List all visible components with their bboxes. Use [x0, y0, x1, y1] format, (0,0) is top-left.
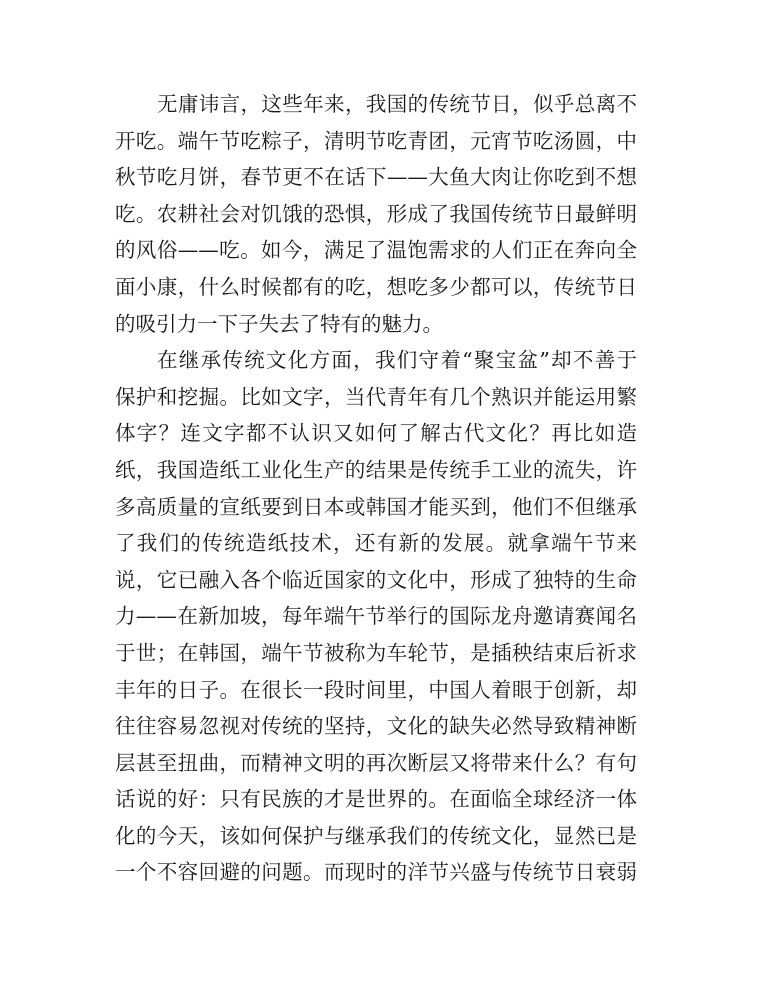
paragraph-1: [115, 86, 637, 342]
text-line: 无庸讳言，这些年来，我国的传统节日，似乎总离不: [157, 92, 637, 116]
text-line: 于世；在韩国，端午节被称为车轮节，是插秧结束后祈求: [115, 640, 637, 665]
text-line: 秋节吃月饼，春节更不在话下——大鱼大肉让你吃到不想: [115, 165, 637, 190]
text-line: 一个不容回避的问题。而现时的洋节兴盛与传统节日衰弱: [115, 860, 637, 885]
text-line: 的风俗——吃。如今，满足了温饱需求的人们正在奔向全: [115, 238, 637, 263]
text-line: 体字？连文字都不认识又如何了解古代文化？再比如造: [115, 421, 637, 446]
text-line: 的吸引力一下子失去了特有的魅力。: [115, 311, 443, 336]
text-line: 化的今天，该如何保护与继承我们的传统文化，显然已是: [115, 823, 637, 848]
body-text: [115, 86, 637, 891]
text-line: 多高质量的宣纸要到日本或韩国才能买到，他们不但继承: [115, 494, 637, 519]
text-line: 层甚至扭曲，而精神文明的再次断层又将带来什么？有句: [115, 750, 637, 775]
text-line: 丰年的日子。在很长一段时间里，中国人着眼于创新，却: [115, 677, 637, 702]
text-line: 面小康，什么时候都有的吃，想吃多少都可以，传统节日: [115, 274, 637, 299]
text-line: 纸，我国造纸工业化生产的结果是传统手工业的流失，许: [115, 457, 637, 482]
text-line: 说，它已融入各个临近国家的文化中，形成了独特的生命: [115, 567, 637, 592]
text-line: 力——在新加坡，每年端午节举行的国际龙舟邀请赛闻名: [115, 604, 637, 629]
text-line: 话说的好：只有民族的才是世界的。在面临全球经济一体: [115, 787, 637, 812]
text-line: 往往容易忽视对传统的坚持，文化的缺失必然导致精神断: [115, 714, 637, 739]
text-line: 保护和挖掘。比如文字，当代青年有几个熟识并能运用繁: [115, 384, 637, 409]
text-line: 了我们的传统造纸技术，还有新的发展。就拿端午节来: [115, 531, 637, 556]
text-line: 开吃。端午节吃粽子，清明节吃青团，元宵节吃汤圆，中: [115, 128, 637, 153]
text-line: 在继承传统文化方面，我们守着“聚宝盆”却不善于: [157, 348, 637, 373]
text-line: 吃。农耕社会对饥饿的恐惧，形成了我国传统节日最鲜明: [115, 201, 637, 226]
paragraph-2: [115, 342, 637, 891]
